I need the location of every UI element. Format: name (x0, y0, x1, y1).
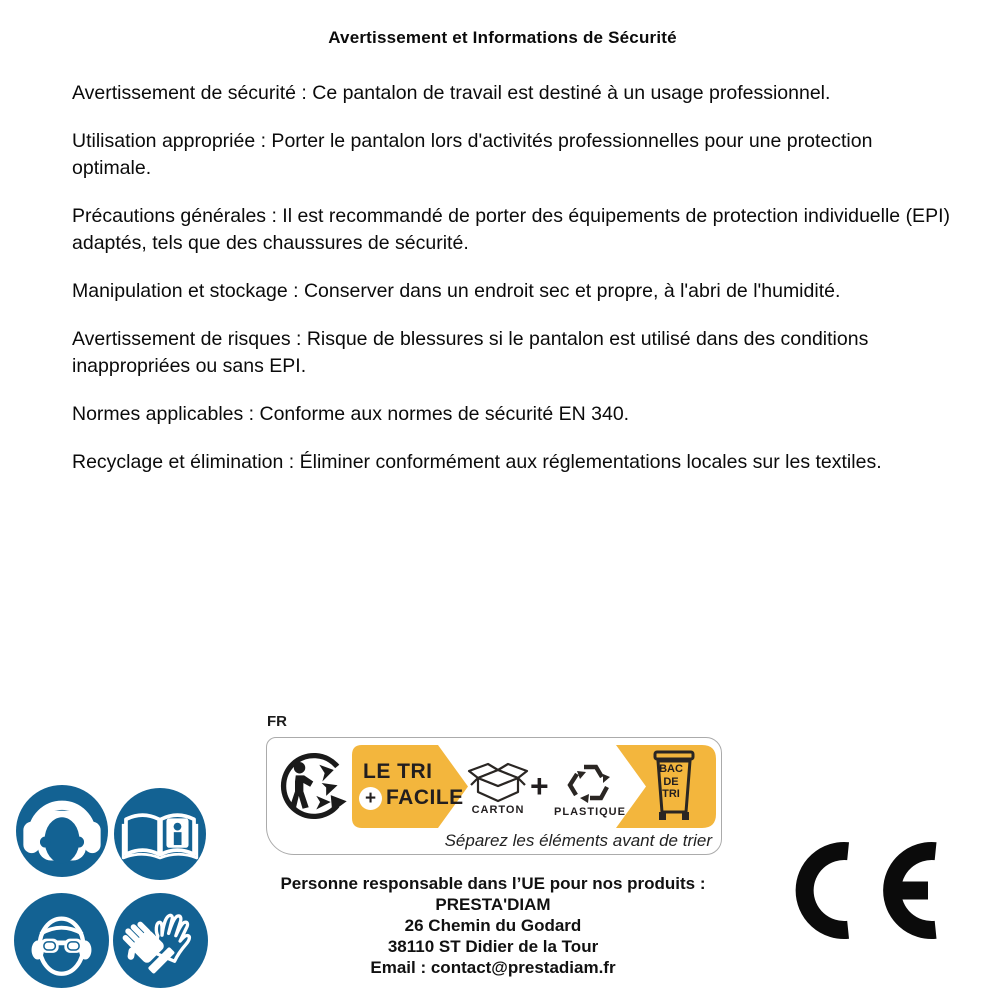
carton-icon (469, 764, 527, 801)
company-name: PRESTA'DIAM (435, 895, 551, 914)
responsible-person-line: Personne responsable dans l’UE pour nos produits : (280, 874, 706, 893)
safety-text-block (72, 80, 952, 497)
safety-paragraph: Normes applicables : Conforme aux normes de sécurité EN 340. (72, 403, 630, 425)
sorting-tagline: Séparez les éléments avant de trier (444, 831, 712, 850)
material-label-carton: CARTON (471, 804, 525, 816)
bin-label-line1: BAC (659, 763, 683, 775)
wear-protective-gloves-icon (113, 893, 208, 988)
safety-paragraph: Utilisation appropriée : Porter le pantalon lors d'activités professionnelles pour une protection optimale. (72, 130, 873, 179)
bin-label (651, 763, 691, 801)
ce-marking-icon (795, 840, 943, 942)
responsible-person-block (263, 873, 723, 978)
safety-paragraph: Recyclage et élimination : Éliminer conformément aux réglementations locales sur les textiles. (72, 451, 882, 473)
bin-label-line3: TRI (662, 788, 680, 800)
materials-plus-separator: + (530, 768, 549, 804)
address-line2: 38110 ST Didier de la Tour (387, 937, 599, 956)
safety-paragraph: Précautions générales : Il est recommandé de porter des équipements de protection individuelle (EPI) adaptés, tels que des chaussures de sécurité. (72, 205, 950, 254)
plastic-recycling-icon (570, 767, 607, 798)
triman-icon (276, 748, 352, 824)
read-instruction-manual-icon (114, 788, 206, 880)
bin-label-line2: DE (663, 775, 679, 788)
contact-email: Email : contact@prestadiam.fr (370, 958, 616, 977)
safety-paragraph: Manipulation et stockage : Conserver dans un endroit sec et propre, à l'abri de l'humidité. (72, 280, 841, 302)
safety-paragraph: Avertissement de sécurité : Ce pantalon de travail est destiné à un usage professionnel. (72, 82, 831, 104)
safety-paragraph: Avertissement de risques : Risque de blessures si le pantalon est utilisé dans des conditions inappropriées ou sans EPI. (72, 328, 869, 377)
wear-eye-protection-icon (14, 893, 109, 988)
tri-headline-line1: LE TRI (363, 760, 433, 783)
page-title: Avertissement et Informations de Sécurité (328, 28, 677, 47)
address-line1: 26 Chemin du Godard (404, 916, 582, 935)
tri-headline-line2: FACILE (386, 786, 464, 809)
country-code-label: FR (267, 713, 287, 730)
wear-ear-protection-icon (16, 785, 108, 877)
material-label-plastique: PLASTIQUE (554, 806, 626, 818)
tri-plus-badge: + (359, 787, 382, 810)
info-tri-recycling-label (266, 737, 722, 855)
